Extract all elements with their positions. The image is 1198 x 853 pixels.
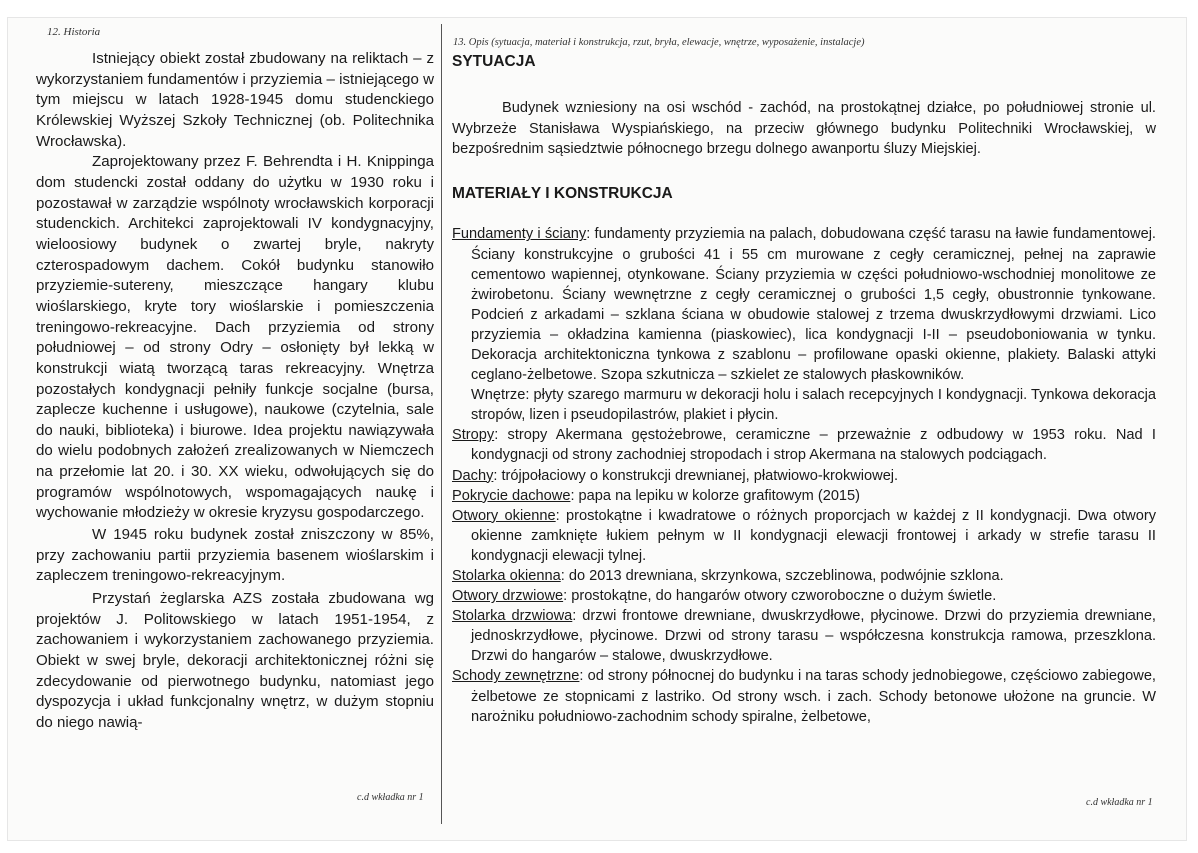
item-text: : fundamenty przyziemia na palach, dobudowana część tarasu na ławie fundamentowej. Ściany konstrukcyjne o grubości 41 i 55 cm murowane z cegły ceramicznej, pełnej na zaprawie cementowo wapiennej, otynkowane. Ściany przyziemia w części południowo-wschodniej monolitowe ze żwirobetonu. Ściany wewnętrzne z cegły ceramicznej o grubości 1,5 cegły, obustronnie tynkowane. Podcień z arkadami – szklana ściana w obudowie stalowej z trzema dwuskrzydłowymi drzwiami. Lico przyziemia – okładzina kamienna (piaskowiec), lica kondygnacji I-II – pseudoboniowania w tynku. Dekoracja architektoniczna tynkowa z szablonu – profilowane opaski okienne, plakiety. Balaski attyki ceglano-żelbetowe. Szopa szkutnicza – szkielet ze stalowych płaskowników. bbox=[471, 226, 1156, 384]
item-label: Schody zewnętrzne bbox=[452, 668, 580, 685]
item-label: Pokrycie dachowe bbox=[452, 487, 571, 504]
materials-item bbox=[452, 224, 1156, 385]
item-label: Otwory okienne bbox=[452, 507, 556, 524]
item-text: : papa na lepiku w kolorze grafitowym (2015) bbox=[570, 487, 861, 504]
item-text: : trójpołaciowy o konstrukcji drewnianej, płatwiowo-krokwiowej. bbox=[493, 467, 899, 484]
continuation-note-right: c.d wkładka nr 1 bbox=[1086, 797, 1153, 808]
materials-item bbox=[452, 425, 1156, 465]
item-label: Stolarka drzwiowa bbox=[452, 608, 573, 625]
item-text: : drzwi frontowe drewniane, dwuskrzydłowe, płycinowe. Drzwi do przyziemia drewniane, jednoskrzydłowe, płycinowe. Drzwi od strony tarasu – współczesna konstrukcja ramowa, przeszklona. Drzwi do hangarów – stalowe, dwuskrzydłowe. bbox=[471, 608, 1156, 665]
item-text: : do 2013 drewniana, skrzynkowa, szczeblinowa, podwójnie szklona. bbox=[560, 568, 1004, 584]
item-text: : prostokątne i kwadratowe o różnych proporcjach w każdej z II kondygnacji. Dwa otwory okienne zamknięte łukiem pełnym w II kondygnacji elewacji frontowej i arkady w strefie tarasu II kondygnacji elewacji tylnej. bbox=[471, 507, 1156, 564]
item-text: : prostokątne, do hangarów otwory czworoboczne o dużym świetle. bbox=[563, 588, 997, 605]
materials-item bbox=[452, 466, 1156, 486]
history-paragraph: Istniejący obiekt został zbudowany na reliktach – z wykorzystaniem fundamentów i przyziemia – istniejącego w tym miejscu w latach 1928-1945 domu studenckiego Królewskiej Wyższej Szkoły Technicznej (ob. Politechnika Wrocławska). bbox=[36, 50, 434, 150]
materials-item bbox=[452, 506, 1156, 566]
item-label: Dachy bbox=[452, 467, 494, 484]
materials-item bbox=[452, 385, 1156, 425]
situation-text: Budynek wzniesiony na osi wschód - zachód, na prostokątnej działce, po południowej stronie ul. Wybrzeże Stanisława Wyspiańskiego, na przeciw głównego budynku Politechniki Wrocławskiej, w bezpośrednim sąsiedztwie północnego brzegu dolnego awanportu śluzy Miejskiej. bbox=[452, 100, 1156, 157]
item-label: Stolarka okienna bbox=[452, 568, 561, 584]
section-header-description: 13. Opis (sytuacja, materiał i konstrukcja, rzut, bryła, elewacje, wnętrze, wyposażenie, instalacje) bbox=[453, 37, 865, 48]
materials-item bbox=[452, 586, 1156, 606]
materials-item bbox=[452, 486, 1156, 506]
continuation-note-left: c.d wkładka nr 1 bbox=[357, 792, 424, 803]
item-label: Fundamenty i ściany bbox=[452, 226, 587, 243]
item-label: Stropy bbox=[452, 427, 495, 444]
section-header-history: 12. Historia bbox=[47, 26, 101, 38]
item-text: : stropy Akermana gęstożebrowe, ceramiczne – przeważnie z odbudowy w 1953 roku. Nad I kondygnacji od strony zachodniej stropodach i strop Akermana na stalowych podciągach. bbox=[471, 427, 1156, 464]
materials-item bbox=[452, 566, 1156, 586]
description-column bbox=[452, 52, 1156, 727]
history-paragraph: Zaprojektowany przez F. Behrendta i H. Knippinga dom studencki został oddany do użytku w 1930 roku i pozostawał w zarządzie wspólnoty wrocławskich korporacji studenckich. Architekci zaprojektowali IV kondygnacyjny, wieloosiowy budynek o zwartej bryle, nakryty czterospadowym dachem. Cokół budynku stanowiło przyziemie-suterenу, mieszczące hangary klubu wioślarskiego, kryte tory wioślarskie i pomieszczenia treningowo-rekreacyjne. Dach przyziemia od strony południowej – od strony Odry – osłonięty był lekką w konstrukcji wiatą tworzącą taras rekreacyjny. Wnętrza pozostałych kondygnacji pełniły funkcje socjalne (bursa, zaplecze kuchenne i usługowe), naukowe (czytelnia, sale do nauki, biblioteka) i biurowe. Idea projektu nawiązywała do wielu podobnych założeń zrealizowanych w Niemczech na przełomie lat 20. i 30. XX wieku, odwołujących się do programów wspólnotowych, wspomagających naukę i wychowanie młodzieży w okresie kryzysu gospodarczego. bbox=[36, 153, 434, 522]
history-paragraph: Przystań żeglarska AZS została zbudowana wg projektów J. Politowskiego w latach 1951-1954, z zachowaniem i wykorzystaniem zachowanego przyziemia. Obiekt w swej bryle, dekoracji architektonicznej różni się zdecydowanie od pierwotnego budynku, natomiast jego dyspozycja i układ funkcjonalny wnętrz, w dużym stopniu do niego nawią- bbox=[36, 590, 434, 731]
situation-heading: SYTUACJA bbox=[452, 53, 536, 70]
materials-item bbox=[452, 666, 1156, 726]
history-paragraph: W 1945 roku budynek został zniszczony w 85%, przy zachowaniu partii przyziemia basenem wioślarskim i zapleczem treningowo-rekreacyjnym. bbox=[36, 526, 434, 585]
materials-heading: MATERIAŁY I KONSTRUKCJA bbox=[452, 185, 673, 203]
materials-item bbox=[452, 606, 1156, 666]
item-text: : od strony północnej do budynku i na taras schody jednobiegowe, częściowo zabiegowe, żelbetowe ze stopnicami z lastriko. Od strony wsch. i zach. Schody betonowe ułożone na gruncie. W narożniku południowo-zachodnim schody spiralne, żelbetowe, bbox=[471, 668, 1156, 725]
item-text: Wnętrze: płyty szarego marmuru w dekoracji holu i salach recepcyjnych I kondygnacji. Tynkowa dekoracja stropów, lizen i pseudopilastrów, plakiet i płycin. bbox=[471, 387, 1156, 424]
materials-list bbox=[452, 224, 1156, 726]
history-column bbox=[36, 49, 434, 734]
column-divider bbox=[441, 24, 442, 824]
item-label: Otwory drzwiowe bbox=[452, 588, 564, 605]
